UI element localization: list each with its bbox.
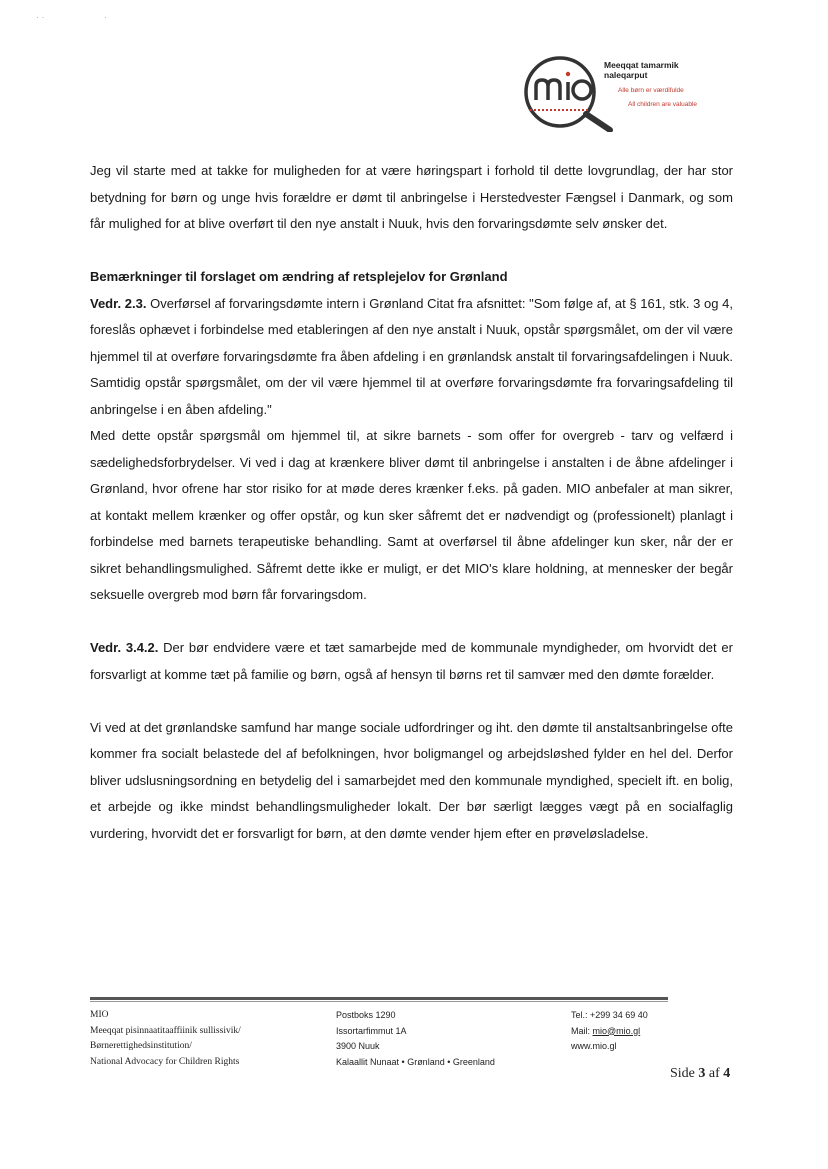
footer-line: Postboks 1290 bbox=[336, 1010, 396, 1020]
section-2-3-followup: Med dette opstår spørgsmål om hjemmel til, at sikre barnets - som offer for overgreb - tarv og velfærd i sædelighedsforbrydelser. Vi ved i dag at krænkere bliver dømt til anbringelse i anstalten i de åbne afdelinger i Grønland, hvor ofrene har stor risiko for at møde deres krænker f.eks. på gaden. MIO anbefaler at man sikrer, at kontakt mellem krænker og offer opstår, og kun sker såfremt det er nødvendigt og (professionelt) planlagt i forbindelse med barnets terapeutiske behandling. Samt at overførsel til åbne afdelinger kun sker, når der er sikret behandlingsmulighed. Såfremt dette ikke er muligt, er det MIO's klare holdning, at mennesker der begår seksuelle overgreb mod børn får forvaringsdom. bbox=[90, 428, 733, 602]
footer-contact-block bbox=[571, 1008, 648, 1055]
section-2-3-paragraph bbox=[90, 291, 733, 424]
footer-line: Issortarfimmut 1A bbox=[336, 1025, 407, 1036]
footer-line: National Advocacy for Children Rights bbox=[90, 1056, 240, 1067]
closing-paragraph: Vi ved at det grønlandske samfund har mange sociale udfordringer og iht. den dømte til anstaltsanbringelse ofte kommer fra socialt belastede del af befolkningen, hvor boligmangel og arbejdsløshed fylder en hel del. Derfor bliver udslusningsordning en betydelig del i samarbejdet med den kommunale myndighed, specielt ift. en bolig, et arbejde og ikke mindst behandlingsmuligheder lokalt. Der bør særligt lægges vægt på en socialfaglig vurdering, hvorvidt det er forsvarligt for børn, at den dømte vender hjem efter en prøveløsladelse. bbox=[90, 719, 733, 841]
footer-line: MIO bbox=[90, 1010, 109, 1020]
footer-line: 3900 Nuuk bbox=[336, 1041, 380, 1051]
email-link[interactable]: mio@mio.gl bbox=[592, 1025, 641, 1036]
scan-speck: · · bbox=[36, 12, 45, 22]
footer-line: Meeqqat pisinnaatitaaffiinik sullissivik/ bbox=[90, 1025, 241, 1036]
logo-tagline-danish: Alle børn er værdifulde bbox=[618, 87, 684, 94]
section-heading: Bemærkninger til forslaget om ændring af retsplejelov for Grønland bbox=[90, 269, 508, 284]
mail-label: Mail: bbox=[571, 1025, 593, 1036]
footer-divider bbox=[90, 1001, 668, 1002]
footer-divider bbox=[90, 997, 668, 1000]
footer-line: Børnerettighedsinstitution/ bbox=[90, 1041, 192, 1051]
magnifier-logo-icon bbox=[518, 52, 618, 132]
website-link[interactable]: www.mio.gl bbox=[571, 1041, 617, 1051]
intro-paragraph: Jeg vil starte med at takke for muligheden for at være høringspart i forhold til dette lovgrundlag, der har stor betydning for børn og unge hvis forældre er dømt til anbringelse i Herstedvester Fængsel i Danmark, og som får mulighed for at blive overført til den nye anstalt i Nuuk, hvis den forvaringsdømte selv ønsker det. bbox=[90, 163, 733, 231]
section-3-4-2-paragraph bbox=[90, 635, 733, 688]
footer-org-block bbox=[90, 1008, 241, 1070]
footer-line: Kalaallit Nunaat • Grønland • Greenland bbox=[336, 1056, 495, 1067]
letter-body bbox=[90, 158, 733, 847]
section-ref: Vedr. 2.3. bbox=[90, 295, 147, 311]
section-text: Der bør endvidere være et tæt samarbejde med de kommunale myndigheder, om hvorvidt det er forsvarligt at komme tæt på familie og børn, også af hensyn til børns ret til samvær med den dømte forælder. bbox=[90, 640, 733, 682]
scan-speck: · bbox=[104, 12, 107, 22]
footer-address-block bbox=[336, 1008, 495, 1070]
mio-logo bbox=[518, 52, 728, 132]
logo-tagline-english: All children are valuable bbox=[628, 101, 698, 108]
logo-org-name: Meeqqat tamarmik naleqarput bbox=[604, 60, 679, 80]
section-ref: Vedr. 3.4.2. bbox=[90, 640, 159, 655]
footer-mail bbox=[571, 1024, 648, 1040]
section-text: Overførsel af forvaringsdømte intern i Grønland Citat fra afsnittet: "Som følge af, at § 161, stk. 3 og 4, foreslås ophævet i forbindelse med etableringen af den nye anstalt i Nuuk, opstår spørgsmålet, om der vil være hjemmel til at overføre forvaringsdømte fra åben afdeling i en grønlandsk anstalt til forvaringsafdelingen i Nuuk. Samtidig opstår spørgsmålet, om der vil være hjemmel til at overføre forvaringsdømte fra forvaringsafdeling til anbringelse i en åben afdeling." bbox=[90, 295, 733, 417]
page-number: Side 3 af 4 bbox=[670, 1066, 731, 1081]
footer-phone: Tel.: +299 34 69 40 bbox=[571, 1010, 648, 1020]
